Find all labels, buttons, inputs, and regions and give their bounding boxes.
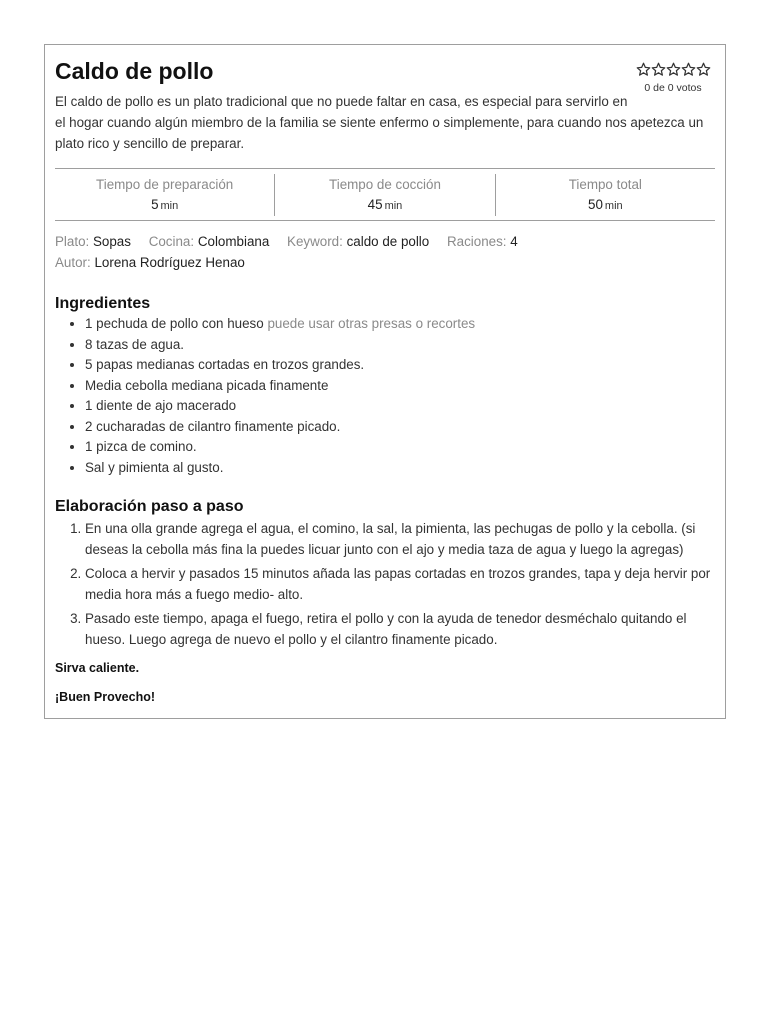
total-time-value: 50 (588, 196, 603, 212)
meta-raciones: Raciones: 4 (446, 234, 518, 249)
recipe-meta (55, 231, 715, 273)
prep-time-label: Tiempo de preparación (96, 176, 234, 192)
serve-note: Sirva caliente. (55, 661, 140, 675)
star-outline-icon[interactable] (636, 62, 651, 77)
rating-votes: 0 de 0 votos (644, 82, 702, 94)
ingredient-item (85, 437, 715, 458)
cook-time-value: 45 (367, 196, 383, 212)
ingredient-text: 2 cucharadas de cilantro finamente picado. (85, 418, 341, 434)
meta-cocina: Cocina: Colombiana (148, 234, 270, 249)
star-outline-icon[interactable] (666, 62, 681, 77)
steps-list (85, 518, 715, 650)
step-item: 2. Coloca a hervir y pasados 15 minutos añada las papas cortadas en trozos grandes, tapa y deja hervir por media hora más a fuego medio- alto. (85, 563, 715, 605)
ingredient-text: 8 tazas de agua. (85, 336, 185, 352)
recipe-title: Caldo de pollo (55, 58, 214, 84)
prep-time (55, 174, 274, 216)
prep-time-unit: min (160, 199, 179, 212)
ingredient-item (85, 314, 715, 335)
ingredient-item (85, 376, 715, 397)
star-outline-icon[interactable] (651, 62, 666, 77)
ingredient-text: 5 papas medianas cortadas en trozos grandes. (85, 357, 365, 372)
meta-autor: Autor: Lorena Rodríguez Henao (55, 255, 245, 270)
recipe-times (55, 168, 715, 221)
ingredients-list (85, 314, 715, 478)
summary-line-rest: el hogar cuando algún miembro de la familia se siente enfermo o simplemente, para cuando nos apetezca un plato rico y sencillo de preparar. (55, 115, 704, 151)
total-time-label: Tiempo total (568, 176, 642, 192)
cook-time-label: Tiempo de cocción (329, 176, 441, 192)
step-item: 3. Pasado este tiempo, apaga el fuego, retira el pollo y con la ayuda de tenedor desméchalo quitando el hueso. Luego agrega de nuevo el pollo y el cilantro finamente picado. (85, 608, 715, 650)
summary-line-1: El caldo de pollo es un plato tradicional que no puede faltar en casa, es especial para servirlo en (55, 94, 628, 109)
ingredient-item (85, 355, 715, 376)
star-outline-icon[interactable] (681, 62, 696, 77)
ingredients-title: Ingredientes (55, 295, 151, 312)
cook-time-unit: min (384, 199, 403, 212)
meta-row-1 (55, 231, 715, 252)
ingredient-text: Sal y pimienta al gusto. (85, 459, 224, 475)
step-item: 1. En una olla grande agrega el agua, el comino, la sal, la pimienta, las pechugas de pollo y la cebolla. (si deseas la cebolla más fina la puedes licuar junto con el ajo y media taza de agua y luego la agregas) (85, 518, 715, 560)
ingredient-item (85, 458, 715, 479)
ingredient-item (85, 335, 715, 356)
prep-time-value: 5 (151, 196, 159, 212)
meta-row-2 (55, 252, 715, 273)
total-time (495, 174, 715, 216)
total-time-unit: min (604, 199, 623, 212)
meta-keyword: Keyword: caldo de pollo (287, 234, 430, 249)
rating-stars[interactable] (631, 62, 715, 80)
steps-title: Elaboración paso a paso (55, 498, 244, 515)
meta-plato: Plato: Sopas (55, 234, 131, 249)
recipe-rating (631, 62, 715, 94)
ingredient-item (85, 396, 715, 417)
ingredient-item (85, 417, 715, 438)
enjoy-note: ¡Buen Provecho! (55, 690, 156, 704)
star-outline-icon[interactable] (696, 62, 711, 77)
ingredient-note: puede usar otras presas o recortes (267, 316, 476, 331)
cook-time (274, 174, 494, 216)
ingredient-text: Media cebolla mediana picada finamente (85, 377, 329, 393)
recipe-summary (55, 91, 715, 154)
ingredient-text: 1 pizca de comino. (85, 439, 197, 454)
recipe-card (44, 44, 726, 719)
ingredient-text: 1 diente de ajo macerado (85, 398, 237, 413)
ingredient-text: 1 pechuda de pollo con hueso (85, 316, 264, 331)
